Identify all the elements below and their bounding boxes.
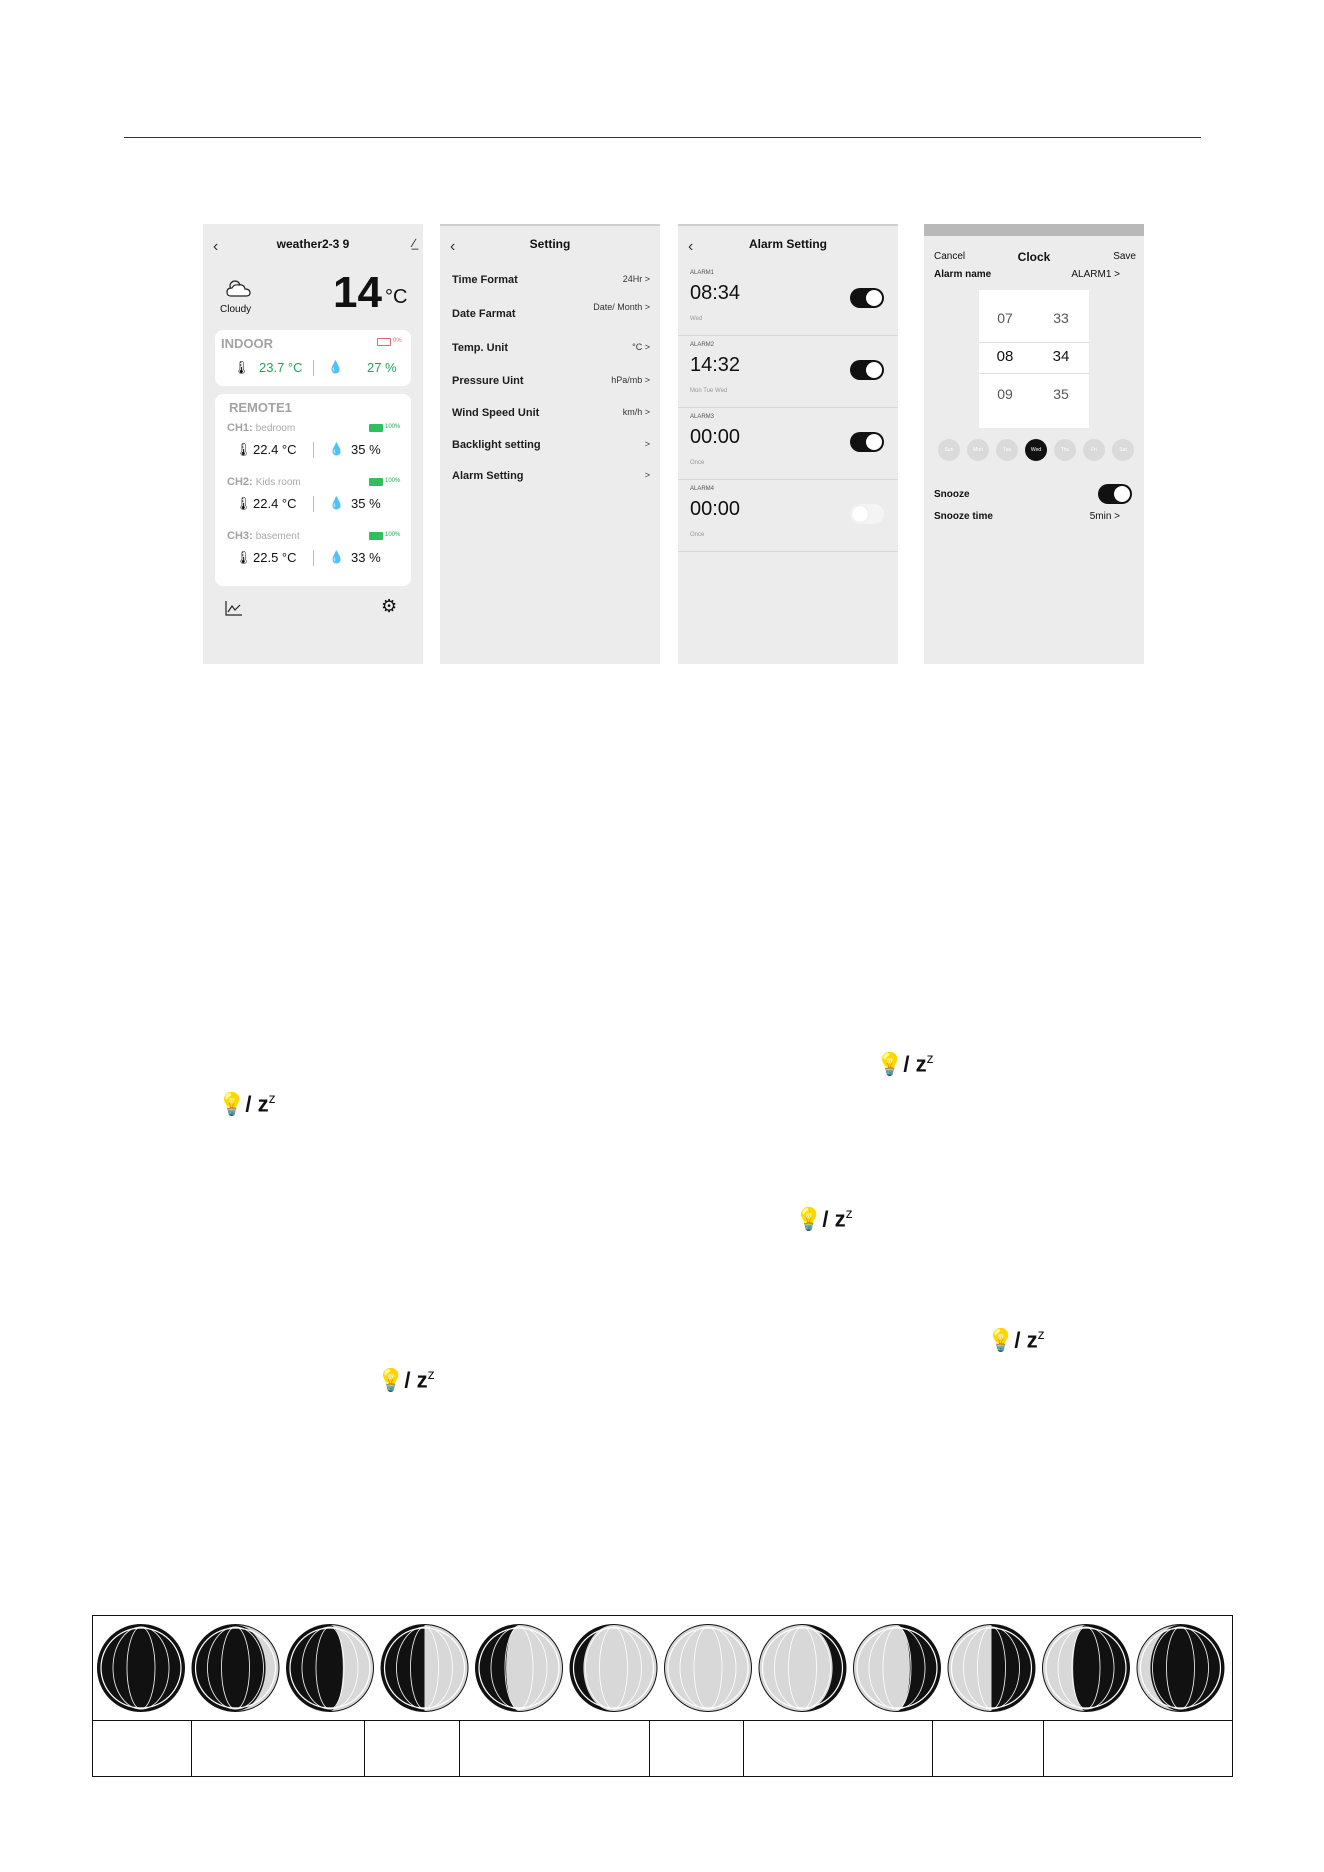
cloudy-icon [223, 276, 257, 298]
moon-phase-icon [287, 1625, 373, 1711]
alarm-row[interactable] [678, 336, 898, 408]
indoor-temp: 23.7 °C [259, 360, 303, 375]
snooze-time-value[interactable]: 5min > [1089, 511, 1120, 522]
snooze-label: Snooze [934, 489, 970, 500]
table-cell-border [1043, 1720, 1044, 1776]
table-cell-border [364, 1720, 365, 1776]
back-icon[interactable]: ‹ [450, 238, 456, 255]
hour-option[interactable]: 09 [997, 386, 1013, 402]
indoor-humidity: 27 % [367, 360, 397, 375]
setting-row-date-format[interactable]: Date Farmat Date/ Month > [452, 302, 650, 320]
setting-row-wind-speed-unit[interactable]: Wind Speed Unit km/h > [452, 407, 650, 419]
day-chip[interactable]: Mon [967, 439, 989, 461]
moon-phase-icon [760, 1625, 846, 1711]
channel-id: CH2: [227, 476, 253, 488]
humidity-icon: 💧 [329, 442, 344, 456]
table-cell-border [191, 1720, 192, 1776]
setting-row-time-format[interactable]: Time Format 24Hr > [452, 274, 650, 286]
channel-battery: 100% [385, 478, 401, 484]
setting-row-alarm[interactable]: Alarm Setting > [452, 470, 650, 482]
alarm-repeat: Once [690, 460, 705, 466]
page-title: Alarm Setting [748, 237, 827, 251]
status-strip [678, 224, 898, 226]
minute-option[interactable]: 35 [1053, 386, 1069, 402]
channel-id: CH1: [227, 422, 253, 434]
divider [313, 496, 314, 512]
snooze-toggle[interactable] [1098, 484, 1132, 504]
save-button[interactable]: Save [1113, 251, 1136, 262]
day-chip[interactable]: Sat [1112, 439, 1134, 461]
table-cell-border [743, 1720, 744, 1776]
moon-phase-icon [1138, 1625, 1224, 1711]
moon-phase-icon [854, 1625, 940, 1711]
gear-icon[interactable]: ⚙ [381, 596, 398, 616]
table-divider [93, 1720, 1232, 1721]
battery-icon [369, 478, 383, 486]
alarm-toggle[interactable] [850, 432, 884, 452]
thermometer-icon: 🌡 [233, 360, 250, 375]
humidity-icon: 💧 [329, 496, 344, 510]
alarm-name-value[interactable]: ALARM1 > [1071, 269, 1120, 280]
battery-icon [369, 424, 383, 432]
indoor-label: INDOOR [221, 336, 273, 351]
cancel-button[interactable]: Cancel [934, 251, 966, 262]
alarm-time: 14:32 [690, 354, 741, 376]
channel-name: bedroom [255, 423, 296, 434]
alarm-name-label: Alarm name [934, 269, 992, 280]
phone-screen-setting [440, 224, 660, 664]
outdoor-temp-unit: °C [385, 286, 408, 308]
light-snooze-icon: 💡/ $z^z$ [987, 1326, 1045, 1353]
alarm-time: 08:34 [690, 282, 741, 304]
alarm-repeat: Mon Tue Wed [690, 388, 728, 394]
moon-phase-icon [571, 1625, 657, 1711]
sheet-backdrop [924, 224, 1144, 236]
channel-humidity: 35 % [351, 496, 381, 511]
moon-phase-icon [193, 1625, 279, 1711]
moon-phase-icon [476, 1625, 562, 1711]
alarm-time: 00:00 [690, 498, 741, 520]
table-cell-border [459, 1720, 460, 1776]
channel-battery: 100% [385, 532, 401, 538]
day-chip[interactable]: Tue [996, 439, 1018, 461]
page-title: Setting [529, 237, 571, 251]
light-snooze-icon: 💡/ $z^z$ [377, 1366, 435, 1393]
thermometer-icon: 🌡 [235, 550, 252, 565]
alarm-toggle[interactable] [850, 288, 884, 308]
page-title: Clock [1017, 250, 1051, 264]
channel-name: Kids room [255, 477, 301, 488]
thermometer-icon: 🌡 [235, 442, 252, 457]
moon-phase-row [93, 1616, 1232, 1720]
channel-temp: 22.4 °C [253, 442, 297, 457]
back-icon[interactable]: ‹ [688, 238, 694, 255]
setting-row-backlight[interactable]: Backlight setting > [452, 439, 650, 451]
day-chip[interactable]: Fri [1083, 439, 1105, 461]
phone-screen-clock [924, 224, 1144, 664]
channel-humidity: 33 % [351, 550, 381, 565]
channel-temp: 22.5 °C [253, 550, 297, 565]
phone-screen-home [203, 224, 423, 664]
channel-battery: 100% [385, 424, 401, 430]
hour-option-selected[interactable]: 08 [996, 348, 1014, 365]
alarm-label: ALARM2 [690, 342, 715, 348]
snooze-time-label: Snooze time [934, 511, 993, 522]
alarm-toggle[interactable] [850, 504, 884, 524]
weather-label: Cloudy [220, 304, 252, 315]
moon-phase-icon [949, 1625, 1035, 1711]
moon-phase-icon [1043, 1625, 1129, 1711]
setting-row-pressure-unit[interactable]: Pressure Uint hPa/mb > [452, 375, 650, 387]
thermometer-icon: 🌡 [235, 496, 252, 511]
alarm-row[interactable] [678, 408, 898, 480]
device-title: weather2-3 9 [276, 237, 350, 251]
alarm-row[interactable] [678, 480, 898, 552]
table-cell-border [649, 1720, 650, 1776]
minute-option-selected[interactable]: 34 [1052, 348, 1070, 365]
light-snooze-icon: 💡/ $z^z$ [218, 1090, 276, 1117]
channel-id: CH3: [227, 530, 253, 542]
indoor-card[interactable] [215, 330, 411, 386]
day-chip[interactable]: Sun [938, 439, 960, 461]
divider [313, 550, 314, 566]
divider [313, 360, 314, 376]
channel-humidity: 35 % [351, 442, 381, 457]
channel-temp: 22.4 °C [253, 496, 297, 511]
outdoor-temp: 14 [333, 268, 382, 317]
light-snooze-icon: 💡/ $z^z$ [876, 1050, 934, 1077]
time-picker[interactable] [979, 290, 1089, 428]
alarm-toggle[interactable] [850, 360, 884, 380]
channel-name: basement [255, 531, 300, 542]
battery-icon [377, 338, 391, 346]
alarm-repeat: Once [690, 532, 705, 538]
phone-screen-alarm-setting [678, 224, 898, 664]
moon-phase-icon [98, 1625, 184, 1711]
setting-row-temp-unit[interactable]: Temp. Unit °C > [452, 342, 650, 354]
light-snooze-icon: 💡/ $z^z$ [795, 1205, 853, 1232]
remote-label: REMOTE1 [229, 400, 292, 415]
alarm-repeat: Wed [690, 316, 703, 322]
moon-phase-icon [665, 1625, 751, 1711]
channel-row[interactable] [215, 530, 411, 578]
header-rule [124, 137, 1201, 138]
moon-phase-table [92, 1615, 1233, 1777]
table-cell-border [932, 1720, 933, 1776]
humidity-icon: 💧 [329, 550, 344, 564]
remote-card[interactable] [215, 394, 411, 586]
battery-icon [369, 532, 383, 540]
edit-icon[interactable]: ∕̲ [412, 236, 415, 250]
chart-icon[interactable] [225, 600, 243, 616]
day-chip[interactable]: Thu [1054, 439, 1076, 461]
alarm-label: ALARM1 [690, 270, 715, 276]
indoor-battery: 0% [393, 338, 402, 344]
humidity-icon: 💧 [328, 360, 343, 374]
divider [313, 442, 314, 458]
channel-row[interactable] [215, 476, 411, 524]
back-icon[interactable]: ‹ [213, 238, 219, 255]
alarm-time: 00:00 [690, 426, 741, 448]
minute-option[interactable]: 33 [1053, 310, 1069, 326]
status-strip [440, 224, 660, 226]
alarm-row[interactable] [678, 264, 898, 336]
alarm-label: ALARM3 [690, 414, 715, 420]
day-chip-selected[interactable]: Wed [1025, 439, 1047, 461]
hour-option[interactable]: 07 [997, 310, 1013, 326]
moon-phase-icon [382, 1625, 468, 1711]
alarm-label: ALARM4 [690, 486, 715, 492]
channel-row[interactable] [215, 422, 411, 470]
